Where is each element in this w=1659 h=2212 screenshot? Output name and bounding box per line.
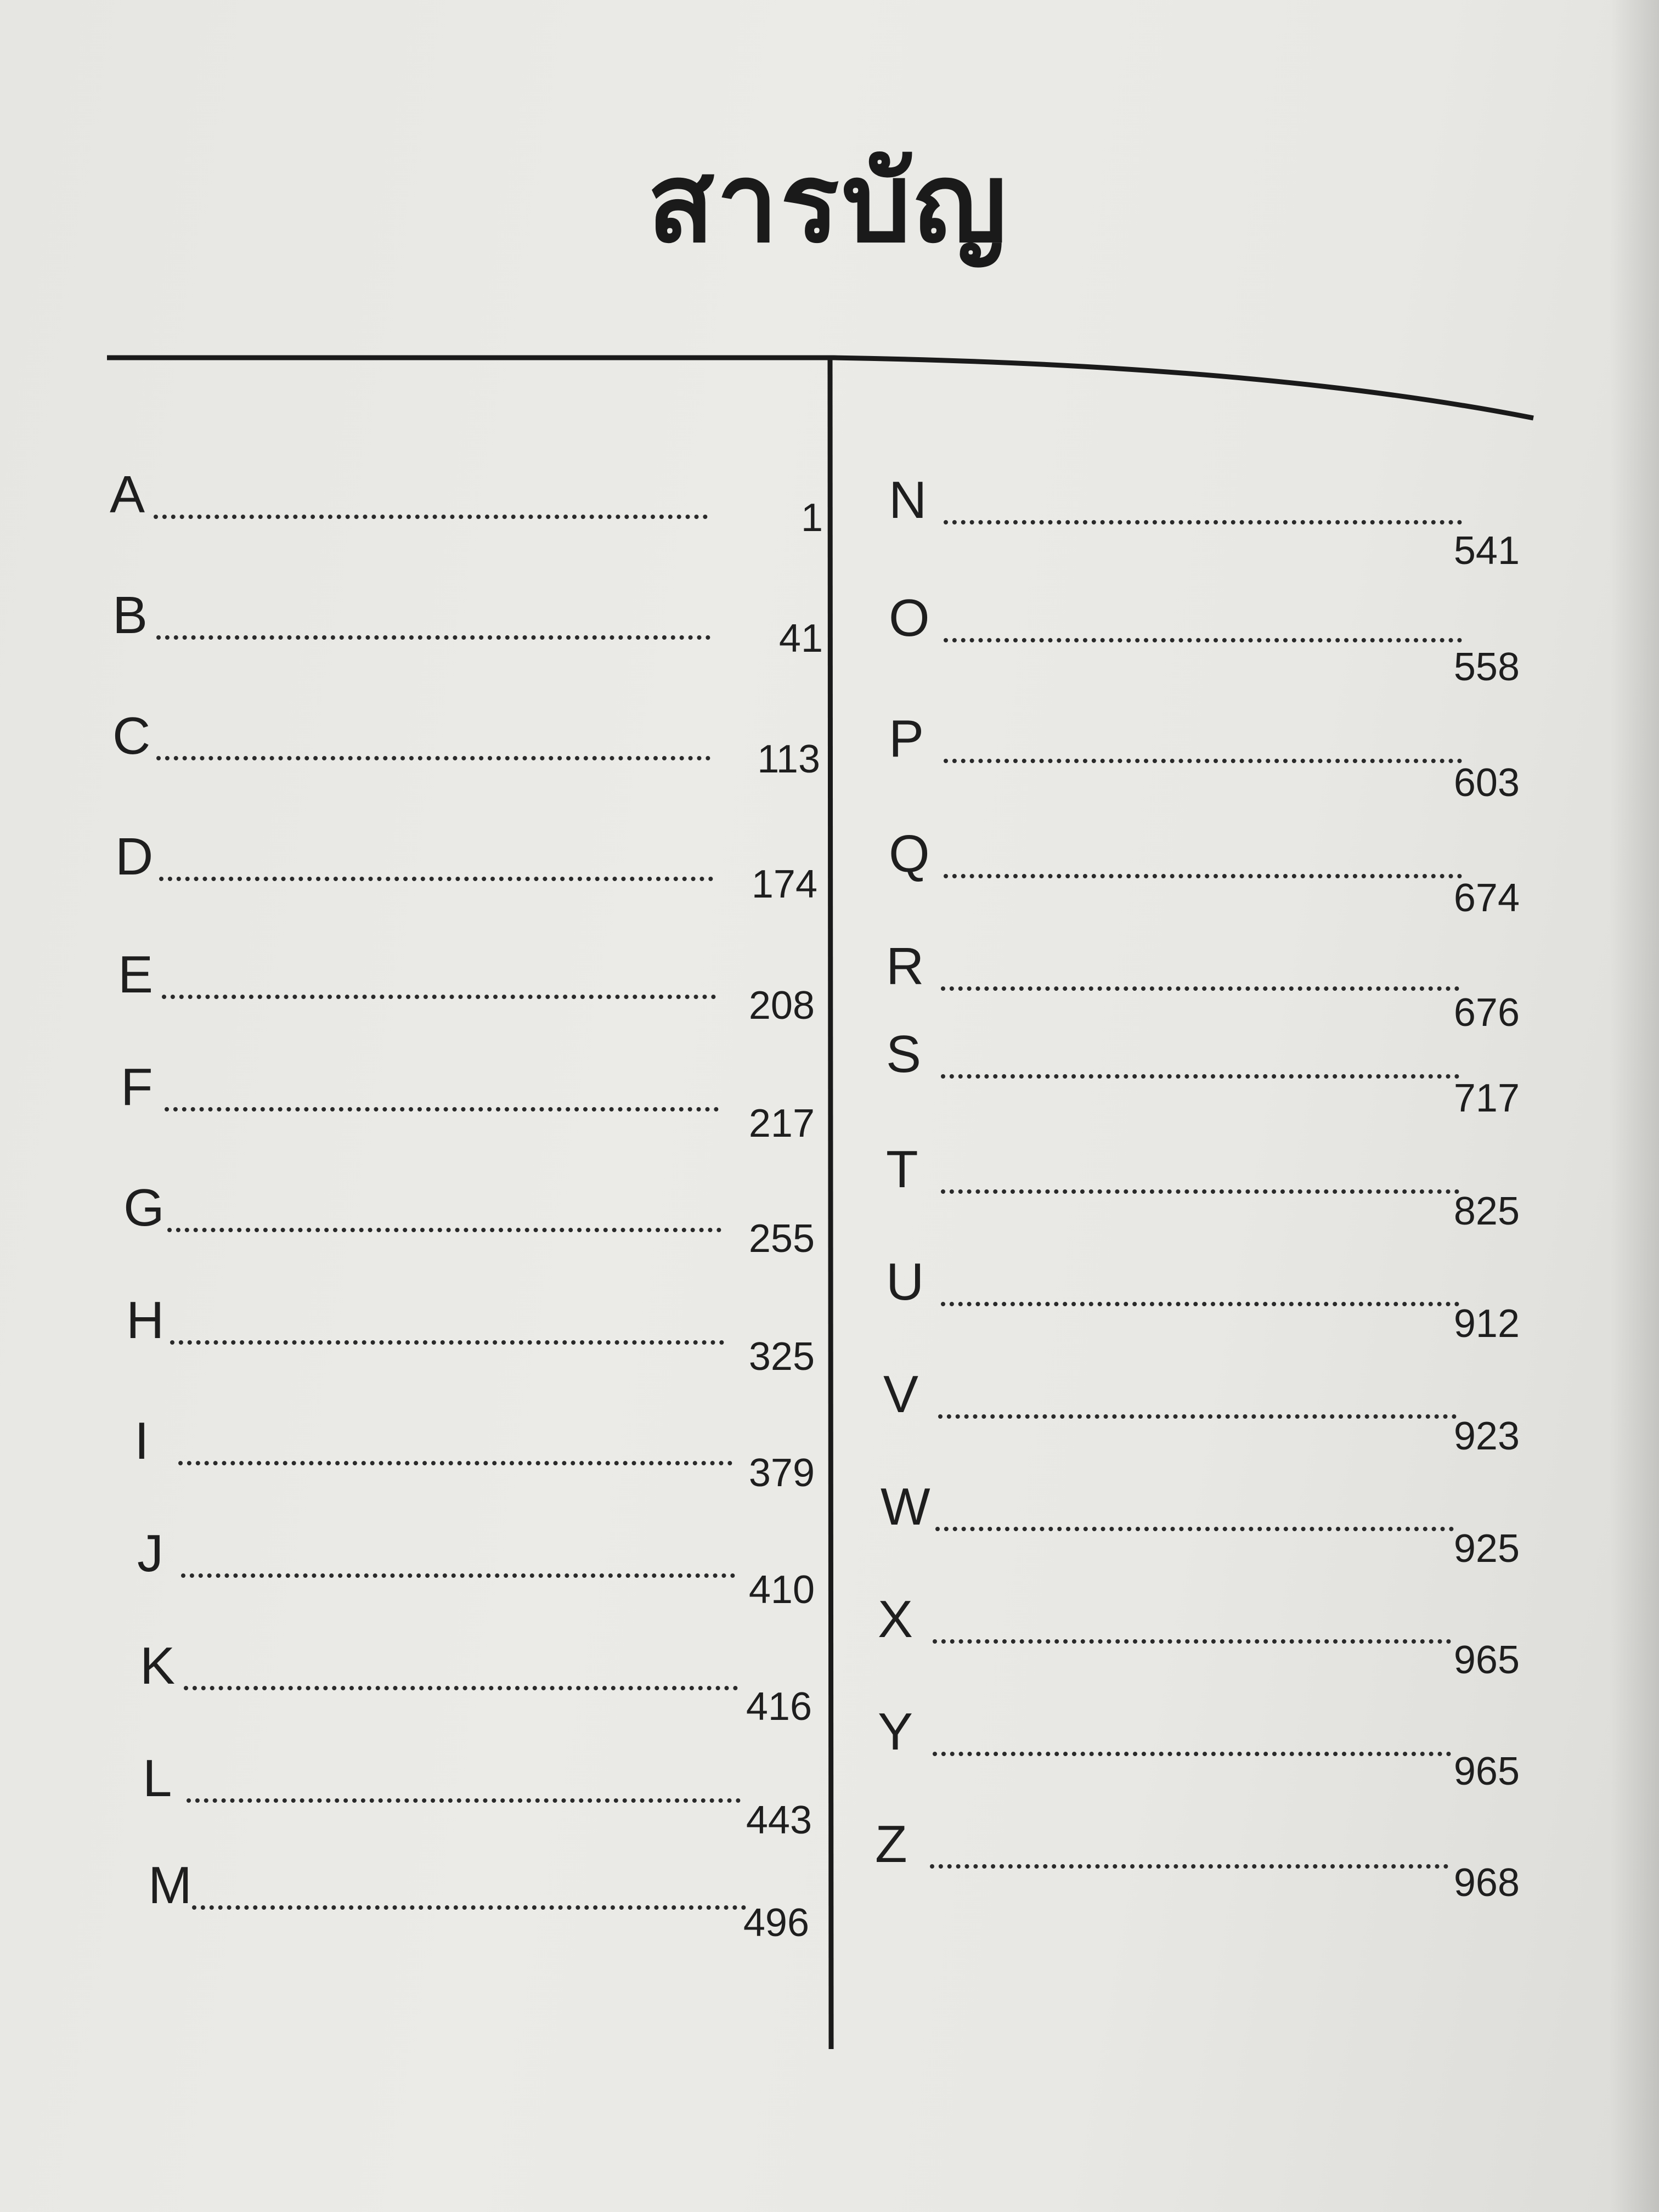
index-letter: P [889,709,924,768]
index-entry [134,1412,815,1495]
index-page-number: 676 [1453,991,1520,1035]
top-horizontal-rule [107,358,1533,418]
leader-dots [167,1228,721,1232]
index-entry [140,1637,812,1729]
index-entry [886,937,1520,1035]
index-entry [121,1058,815,1146]
index-entry [143,1749,812,1842]
index-page-number: 603 [1453,761,1520,805]
leader-dots [192,1905,746,1910]
index-page-number: 674 [1453,876,1520,920]
leader-dots [933,1639,1451,1644]
leader-dots [162,995,716,999]
index-page-number: 925 [1453,1527,1520,1571]
leader-dots [938,1414,1457,1419]
index-letter: V [883,1365,919,1424]
index-page-number: 496 [743,1901,809,1945]
leader-dots [933,1752,1451,1756]
index-entry [889,589,1520,689]
index-letter: S [886,1025,922,1084]
index-entry [889,709,1520,805]
leader-dots [170,1340,724,1345]
index-page-number: 965 [1453,1750,1520,1793]
index-entry [137,1524,815,1612]
leader-dots [944,520,1462,524]
index-entry [881,1477,1520,1571]
index-letter: L [143,1749,172,1808]
index-page-number: 968 [1453,1861,1520,1905]
leader-dots [184,1686,738,1690]
index-entry [886,1025,1520,1120]
index-entry [889,471,1520,573]
index-letter: C [112,707,151,765]
index-entry [112,586,823,661]
index-letter: Z [875,1815,907,1874]
index-page-number: 717 [1453,1076,1520,1120]
leader-dots [165,1107,719,1111]
center-vertical-rule [830,359,831,2049]
index-page-number: 825 [1453,1189,1520,1233]
page-title: สารบัญ [647,139,1009,267]
leader-dots [181,1573,735,1578]
index-letter: H [126,1291,165,1350]
index-letter: D [115,827,154,886]
index-entry [123,1178,815,1261]
index-page-number: 416 [746,1685,812,1729]
leader-dots [941,986,1459,991]
index-page-number: 113 [757,737,820,781]
index-letter: W [881,1477,930,1536]
index-letter: K [140,1637,176,1695]
leader-dots [944,638,1462,642]
index-entry [878,1702,1520,1793]
index-entry [878,1590,1520,1682]
index-entry [110,465,823,540]
index-letter: U [886,1252,924,1311]
index-letter: E [118,945,154,1004]
index-entry [883,1365,1520,1458]
index-letter: I [134,1412,149,1470]
index-letter: M [148,1856,192,1915]
index-page-number: 965 [1453,1638,1520,1682]
index-page-number: 174 [751,862,817,906]
index-page-number: 558 [1453,645,1520,689]
index-letter: J [137,1524,163,1583]
index-page-number: 208 [748,984,815,1028]
leader-dots [930,1864,1448,1869]
index-letter: B [112,586,148,645]
index-page-number: 41 [778,617,823,661]
index-entry [886,1252,1520,1346]
leader-dots [941,1074,1459,1079]
leader-dots [178,1461,732,1465]
leader-dots [187,1798,741,1803]
leader-dots [941,1189,1459,1194]
index-page-number: 217 [748,1102,815,1146]
index-letter: O [889,589,930,647]
index-entry [886,1140,1520,1233]
index-entry [112,707,820,781]
index-letter: F [121,1058,153,1116]
index-entry [126,1291,815,1379]
leader-dots [156,635,710,640]
index-page-number: 325 [748,1335,815,1379]
index-entry [148,1856,809,1945]
index-letter: A [110,465,145,524]
leader-dots [935,1527,1454,1531]
index-letter: Y [878,1702,913,1761]
index-letter: G [123,1178,165,1237]
index-entry [115,827,817,906]
index-entry [118,945,815,1028]
leader-dots [944,759,1462,763]
index-entry [889,825,1520,920]
index-letter: T [886,1140,918,1199]
index-page-number: 1 [800,496,823,540]
index-letter: N [889,471,927,529]
leader-dots [154,515,708,519]
index-page-number: 923 [1453,1414,1520,1458]
index-page-number: 443 [746,1798,812,1842]
index-page-number: 912 [1453,1302,1520,1346]
index-page-number: 541 [1453,529,1520,573]
index-page-number: 379 [748,1451,815,1495]
index-page-number: 410 [748,1568,815,1612]
index-entry [875,1815,1520,1905]
index-letter: Q [889,825,930,883]
leader-dots [159,877,713,881]
leader-dots [941,1302,1459,1306]
index-letter: X [878,1590,913,1649]
index-letter: R [886,937,924,996]
leader-dots [156,756,710,760]
index-page-number: 255 [748,1217,815,1261]
leader-dots [944,874,1462,878]
